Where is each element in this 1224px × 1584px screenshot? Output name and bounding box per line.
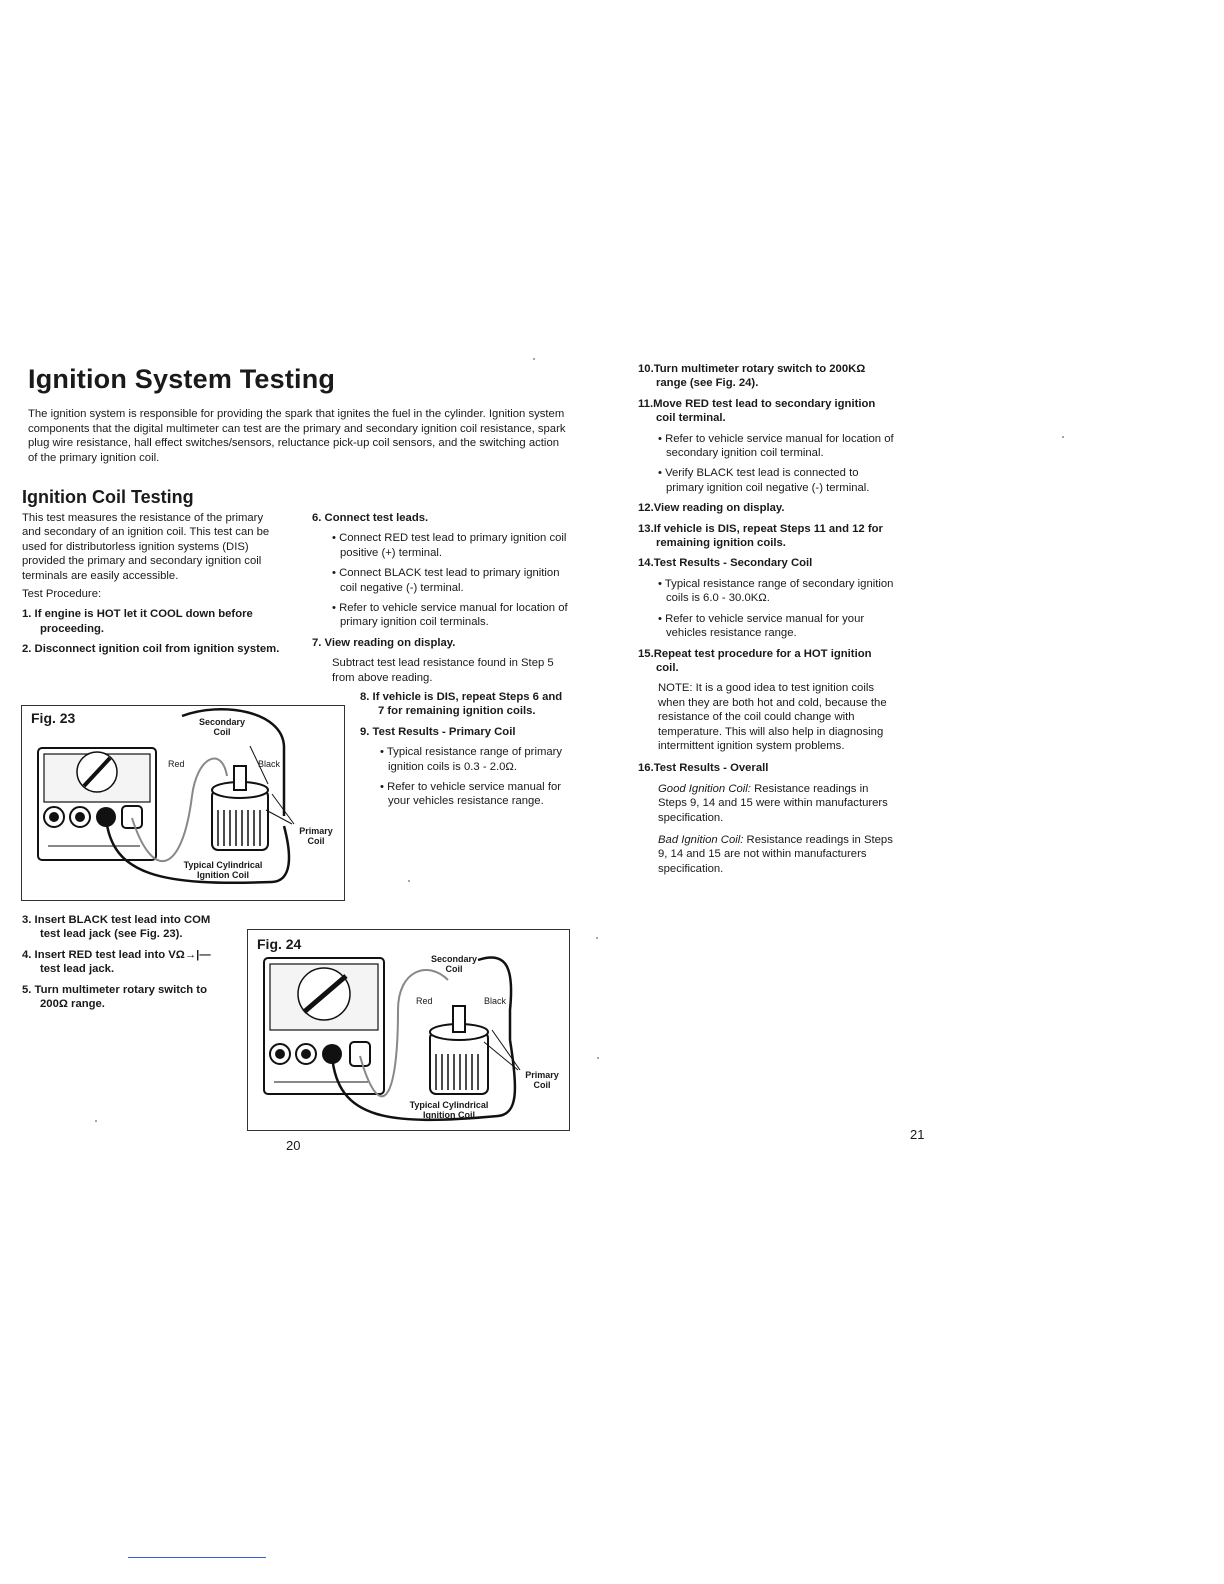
steps-lower — [22, 913, 228, 1017]
step-2: 2. Disconnect ignition coil from ignition system. — [22, 643, 280, 656]
intro-paragraph: The ignition system is responsible for providing the spark that ignites the fuel in the cylinder. Ignition system components that the digital multimeter can test are the primary and secondary ignition coil resistance, spark plug wire resistance, hall effect switches/sensors, reluctance pick-up coil sensors, and the switching action of the primary ignition coil. — [28, 408, 566, 464]
page-number-right: 21 — [910, 1127, 925, 1142]
column-right — [638, 362, 896, 884]
step-13: 13.If vehicle is DIS, repeat Steps 11 and 12 for remaining ignition coils. — [638, 522, 883, 550]
step-16-title: 16.Test Results - Overall — [638, 762, 769, 775]
step-3: 3. Insert BLACK test lead into COM test lead jack (see Fig. 23). — [22, 914, 211, 941]
procedure-label: Test Procedure: — [22, 588, 102, 601]
figure-24-primary-label: Primary Coil — [525, 1070, 559, 1090]
step-14-title: 14.Test Results - Secondary Coil — [638, 557, 813, 570]
figure-23 — [21, 705, 345, 901]
step-5: 5. Turn multimeter rotary switch to 200Ω range. — [22, 983, 207, 1011]
figure-23-caption: Typical Cylindrical Ignition Coil — [183, 860, 263, 880]
step-6-bullets — [312, 531, 572, 629]
step-11-bullet: • Verify BLACK test lead is connected to primary ignition coil negative (-) terminal. — [658, 467, 870, 494]
section-title: Ignition Coil Testing — [22, 487, 194, 507]
scan-speck — [408, 880, 410, 882]
step-1: 1. If engine is HOT let it COOL down before proceeding. — [22, 608, 253, 635]
scan-speck — [533, 358, 535, 360]
figure-24 — [247, 929, 570, 1131]
figure-24-red-label: Red — [416, 996, 433, 1006]
bad-coil-text — [638, 833, 896, 876]
step-6-bullet: • Connect RED test lead to primary ignition coil positive (+) terminal. — [332, 532, 567, 559]
step-14-bullet: • Typical resistance range of secondary ignition coils is 6.0 - 30.0KΩ. — [658, 577, 894, 605]
figure-23-black-label: Black — [258, 759, 281, 769]
step-9-bullet: • Refer to vehicle service manual for your vehicles resistance range. — [380, 781, 562, 808]
good-coil-text — [638, 782, 896, 825]
step-11-bullets — [638, 432, 896, 496]
page-title: Ignition System Testing — [28, 364, 336, 394]
step-15-note: NOTE: It is a good idea to test ignition coils when they are both hot and cold, because the resistance of the coil could change with temperature. This will also help in diagnosing intermittent ignition system problems. — [658, 682, 887, 752]
scan-speck — [596, 937, 598, 939]
step-9-title: 9. Test Results - Primary Coil — [360, 725, 516, 738]
scan-speck — [95, 1120, 97, 1122]
section-intro: This test measures the resistance of the primary and secondary of an ignition coil. This test can be used for distributorless ignition systems (DIS) provided the primary and secondary ignition coil terminals are easily accessible. — [22, 512, 270, 582]
figure-23-primary-label: Primary Coil — [299, 826, 333, 846]
bottom-rule — [128, 1557, 266, 1558]
bad-coil-desc: Resistance readings in Steps 9, 14 and 15 are not within manufacturers specification. — [658, 833, 893, 875]
column-middle — [312, 511, 572, 691]
step-7-text: Subtract test lead resistance found in Step 5 from above reading. — [332, 657, 554, 684]
step-15-title: 15.Repeat test procedure for a HOT ignition coil. — [638, 647, 872, 674]
step-11-title: 11.Move RED test lead to secondary ignition coil terminal. — [638, 397, 876, 425]
step-6-title: 6. Connect test leads. — [312, 512, 429, 524]
step-4: 4. Insert RED test lead into VΩ→|— test lead jack. — [22, 948, 211, 976]
figure-23-red-label: Red — [168, 759, 185, 769]
step-10: 10.Turn multimeter rotary switch to 200KΩ range (see Fig. 24). — [638, 363, 866, 390]
figure-24-caption: Typical Cylindrical Ignition Coil — [409, 1100, 489, 1120]
scan-speck — [597, 1057, 599, 1059]
figure-24-secondary-label: Secondary Coil — [430, 954, 478, 974]
column-left — [22, 511, 280, 663]
figure-24-black-label: Black — [484, 996, 507, 1006]
column-middle-lower — [360, 690, 570, 815]
step-6-bullet: • Connect BLACK test lead to primary ignition coil negative (-) terminal. — [332, 567, 560, 594]
step-6-bullet: • Refer to vehicle service manual for location of primary ignition coil terminals. — [332, 602, 568, 629]
page-number-left: 20 — [286, 1138, 301, 1153]
good-coil-label: Good Ignition Coil: — [658, 782, 751, 795]
good-coil-desc: Resistance readings in Steps 9, 14 and 15 were within manufacturers specification. — [658, 782, 888, 824]
step-12: 12.View reading on display. — [638, 502, 785, 515]
step-8: 8. If vehicle is DIS, repeat Steps 6 and 7 for remaining ignition coils. — [360, 691, 563, 718]
step-7-title: 7. View reading on display. — [312, 636, 456, 649]
step-11-bullet: • Refer to vehicle service manual for location of secondary ignition coil terminal. — [658, 432, 894, 460]
scan-speck — [1062, 436, 1064, 438]
step-14-bullet: • Refer to vehicle service manual for your vehicles resistance range. — [658, 612, 865, 640]
figure-23-label: Fig. 23 — [31, 710, 76, 726]
step-9-bullet: • Typical resistance range of primary ignition coils is 0.3 - 2.0Ω. — [380, 746, 563, 773]
step-14-bullets — [638, 577, 896, 641]
bad-coil-label: Bad Ignition Coil: — [658, 833, 744, 846]
figure-23-secondary-label: Secondary Coil — [198, 717, 246, 737]
figure-24-label: Fig. 24 — [257, 936, 302, 952]
step-9-bullets — [360, 745, 570, 809]
